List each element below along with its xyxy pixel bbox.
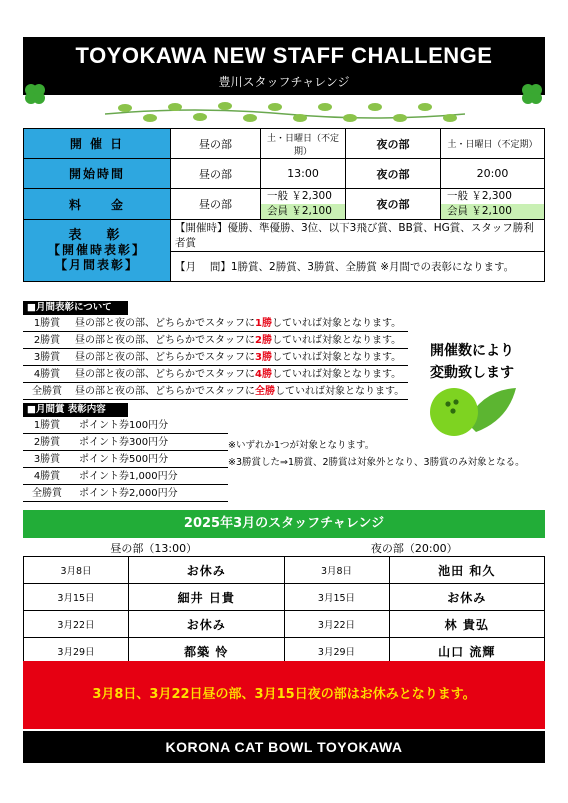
day-staff: お休み [129, 557, 285, 584]
rank-desc: 昼の部と夜の部、どちらかでスタッフに2勝していれば対象となります。 [75, 335, 402, 346]
rank-row [23, 332, 408, 349]
variation-note: 開催数により 変動致します [430, 343, 514, 381]
day-staff: お休み [129, 611, 285, 638]
rank-row [23, 349, 408, 366]
day-column-header: 昼の部（13:00） [24, 540, 285, 557]
rank-desc: 昼の部と夜の部、どちらかでスタッフに3勝していれば対象となります。 [75, 352, 402, 363]
date-label: 開 催 日 [24, 129, 171, 159]
night-session-label: 夜の部 [346, 159, 441, 189]
awards-monthly-text: 【月 間】1勝賞、2勝賞、3勝賞、全勝賞 ※月間での表彰になります。 [171, 251, 545, 282]
clover-icon [519, 82, 545, 108]
prize-row [23, 468, 228, 485]
night-date: 3月29日 [284, 638, 389, 665]
rank-desc: 昼の部と夜の部、どちらかでスタッフに1勝していれば対象となります。 [75, 318, 402, 329]
awards-sub-event: 【開催時表彰】 [47, 243, 146, 257]
header-banner [23, 37, 545, 95]
day-date: 3月29日 [24, 638, 129, 665]
section-title: ■月間賞 表彰内容 [23, 403, 128, 417]
fee-label: 料 金 [24, 189, 171, 220]
rank-label: 全勝賞 [32, 386, 62, 397]
general-fee: 一般 ￥2,300 [447, 190, 512, 202]
prize-rank: 1勝賞 [33, 420, 61, 431]
leaf-vine-decoration [105, 98, 465, 126]
page-title: TOYOKAWA NEW STAFF CHALLENGE [75, 43, 493, 68]
clover-icon [22, 82, 48, 108]
night-session-label: 夜の部 [346, 129, 441, 159]
rank-label: 2勝賞 [33, 335, 61, 346]
prize-notes: ※いずれか1つが対象となります。 ※3勝賞した⇒1勝賞、2勝賞は対象外となり、3勝賞のみ対象となる。 [228, 440, 525, 468]
night-staff: 池田 和久 [389, 557, 545, 584]
section-title: ■月間表彰について [23, 301, 128, 315]
prize-row [23, 434, 228, 451]
night-staff: お休み [389, 584, 545, 611]
day-session-label: 昼の部 [171, 159, 261, 189]
night-start-time: 20:00 [441, 159, 545, 189]
night-column-header: 夜の部（20:00） [284, 540, 545, 557]
prize-desc: ポイント券300円分 [79, 437, 169, 448]
awards-label-cell [24, 220, 171, 282]
day-fee-cell [261, 189, 346, 220]
prize-row [23, 417, 228, 434]
night-staff: 山口 流輝 [389, 638, 545, 665]
night-staff: 林 貴弘 [389, 611, 545, 638]
prize-desc: ポイント券2,000円分 [79, 488, 178, 499]
prize-rank: 2勝賞 [33, 437, 61, 448]
rank-label: 4勝賞 [33, 369, 61, 380]
schedule-table [23, 540, 545, 665]
schedule-row [24, 611, 545, 638]
prize-rank: 3勝賞 [33, 454, 61, 465]
day-session-label: 昼の部 [171, 129, 261, 159]
awards-event-text: 【開催時】優勝、準優勝、3位、以下3飛び賞、BB賞、HG賞、スタッフ勝利者賞 [171, 220, 545, 252]
day-start-time: 13:00 [261, 159, 346, 189]
rank-row [23, 366, 408, 383]
awards-label: 表 彰 [68, 228, 126, 243]
event-info-table [23, 128, 545, 282]
night-session-date: 土・日曜日（不定期） [441, 129, 545, 159]
prize-desc: ポイント券500円分 [79, 454, 169, 465]
rank-label: 3勝賞 [33, 352, 61, 363]
day-date: 3月8日 [24, 557, 129, 584]
day-staff: 都築 怜 [129, 638, 285, 665]
prize-rank: 4勝賞 [33, 471, 61, 482]
night-fee-cell [441, 189, 545, 220]
prize-row [23, 451, 228, 468]
rank-row [23, 315, 408, 332]
prize-desc: ポイント券1,000円分 [79, 471, 178, 482]
rank-desc: 昼の部と夜の部、どちらかでスタッフに全勝していれば対象となります。 [75, 386, 405, 397]
schedule-title: 2025年3月のスタッフチャレンジ [23, 510, 545, 538]
night-date: 3月22日 [284, 611, 389, 638]
general-fee: 一般 ￥2,300 [267, 190, 332, 202]
member-fee: 会員 ￥2,100 [261, 204, 345, 219]
day-session-date: 土・日曜日（不定期） [261, 129, 346, 159]
awards-sub-monthly: 【月間表彰】 [54, 258, 139, 272]
day-date: 3月22日 [24, 611, 129, 638]
schedule-row [24, 557, 545, 584]
start-time-label: 開始時間 [24, 159, 171, 189]
night-date: 3月8日 [284, 557, 389, 584]
prize-rank: 全勝賞 [32, 488, 62, 499]
day-staff: 細井 日貴 [129, 584, 285, 611]
footer-venue: KORONA CAT BOWL TOYOKAWA [23, 731, 545, 763]
schedule-row [24, 584, 545, 611]
day-session-label: 昼の部 [171, 189, 261, 220]
prize-desc: ポイント券100円分 [79, 420, 169, 431]
night-date: 3月15日 [284, 584, 389, 611]
member-fee: 会員 ￥2,100 [441, 204, 544, 219]
rank-row [23, 383, 408, 400]
prize-row [23, 485, 228, 502]
night-session-label: 夜の部 [346, 189, 441, 220]
closure-notice: 3月8日、3月22日昼の部、3月15日夜の部はお休みとなります。 [23, 661, 545, 729]
rank-label: 1勝賞 [33, 318, 61, 329]
day-date: 3月15日 [24, 584, 129, 611]
rank-desc: 昼の部と夜の部、どちらかでスタッフに4勝していれば対象となります。 [75, 369, 402, 380]
page-subtitle: 豊川スタッフチャレンジ [218, 75, 350, 89]
